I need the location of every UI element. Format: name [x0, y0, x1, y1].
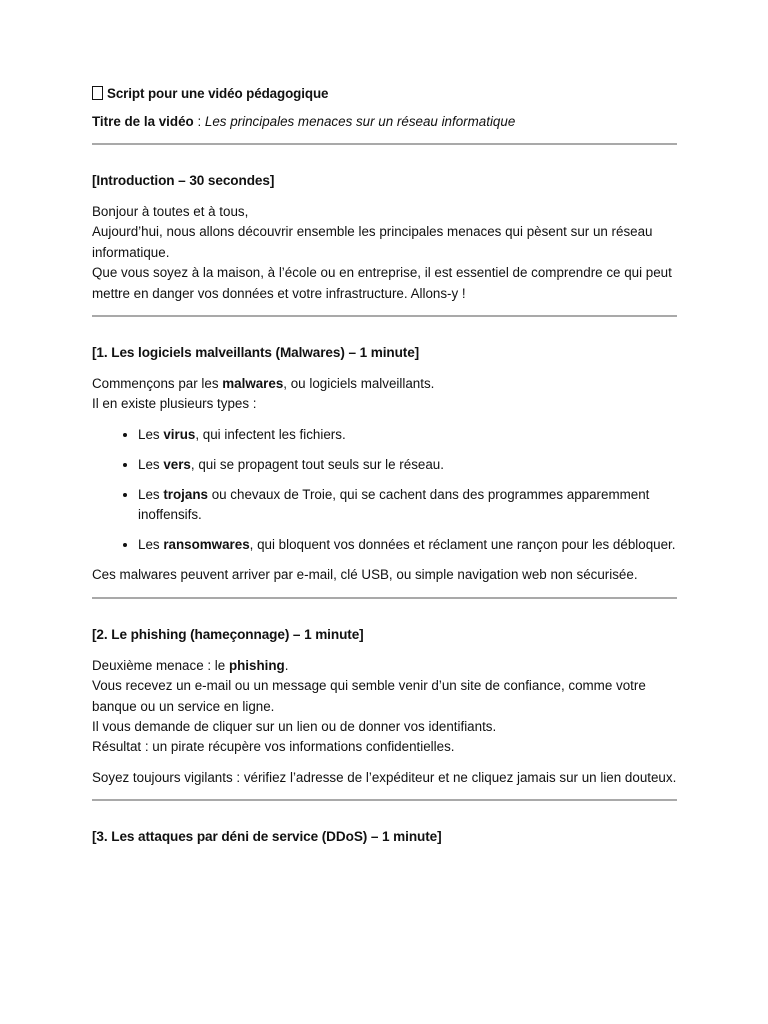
document-page — [92, 84, 677, 858]
intro-paragraph: Bonjour à toutes et à tous, Aujourd’hui, nous allons découvrir ensemble les principales menaces qui pèsent sur un réseau informatique. Que vous soyez à la maison, à l’école ou en entreprise, il est essentiel de comprendre ce qui peut mettre en danger vos données et votre infrastructure. Allons-y ! — [92, 204, 672, 301]
malware-types-list — [92, 425, 677, 556]
document-heading: Script pour une vidéo pédagogique — [92, 84, 677, 104]
divider — [92, 315, 677, 317]
divider — [92, 143, 677, 145]
list-item: • Les virus, qui infectent les fichiers. — [138, 425, 677, 445]
section-heading-ddos: [3. Les attaques par déni de service (DDoS) – 1 minute] — [92, 829, 442, 845]
missing-glyph-icon — [92, 86, 103, 100]
list-item: • Les vers, qui se propagent tout seuls sur le réseau. — [138, 455, 677, 475]
section-heading-phishing: [2. Le phishing (hameçonnage) – 1 minute] — [92, 626, 364, 642]
malwares-closing-paragraph: Ces malwares peuvent arriver par e-mail, clé USB, ou simple navigation web non sécurisée. — [92, 567, 638, 583]
section-heading-intro: [Introduction – 30 secondes] — [92, 173, 275, 188]
divider — [92, 597, 677, 599]
phishing-advice-paragraph: Soyez toujours vigilants : vérifiez l’adresse de l’expéditeur et ne cliquez jamais sur un lien douteux. — [92, 769, 677, 785]
malwares-intro-paragraph: Commençons par les malwares, ou logiciels malveillants. Il en existe plusieurs types : — [92, 376, 435, 412]
list-item: • Les ransomwares, qui bloquent vos données et réclament une rançon pour les débloquer. — [138, 535, 677, 555]
divider — [92, 799, 677, 801]
list-item: • Les trojans ou chevaux de Troie, qui se cachent dans des programmes apparemment inoffensifs. — [138, 485, 677, 526]
video-title: Titre de la vidéo : Les principales menaces sur un réseau informatique — [92, 114, 516, 129]
phishing-paragraph: Deuxième menace : le phishing. Vous recevez un e-mail ou un message qui semble venir d’un site de confiance, comme votre banque ou un service en ligne. Il vous demande de cliquer sur un lien ou de donner vos identifiants. Résultat : un pirate récupère vos informations confidentielles. — [92, 657, 646, 755]
section-heading-malwares: [1. Les logiciels malveillants (Malwares) – 1 minute] — [92, 345, 420, 361]
